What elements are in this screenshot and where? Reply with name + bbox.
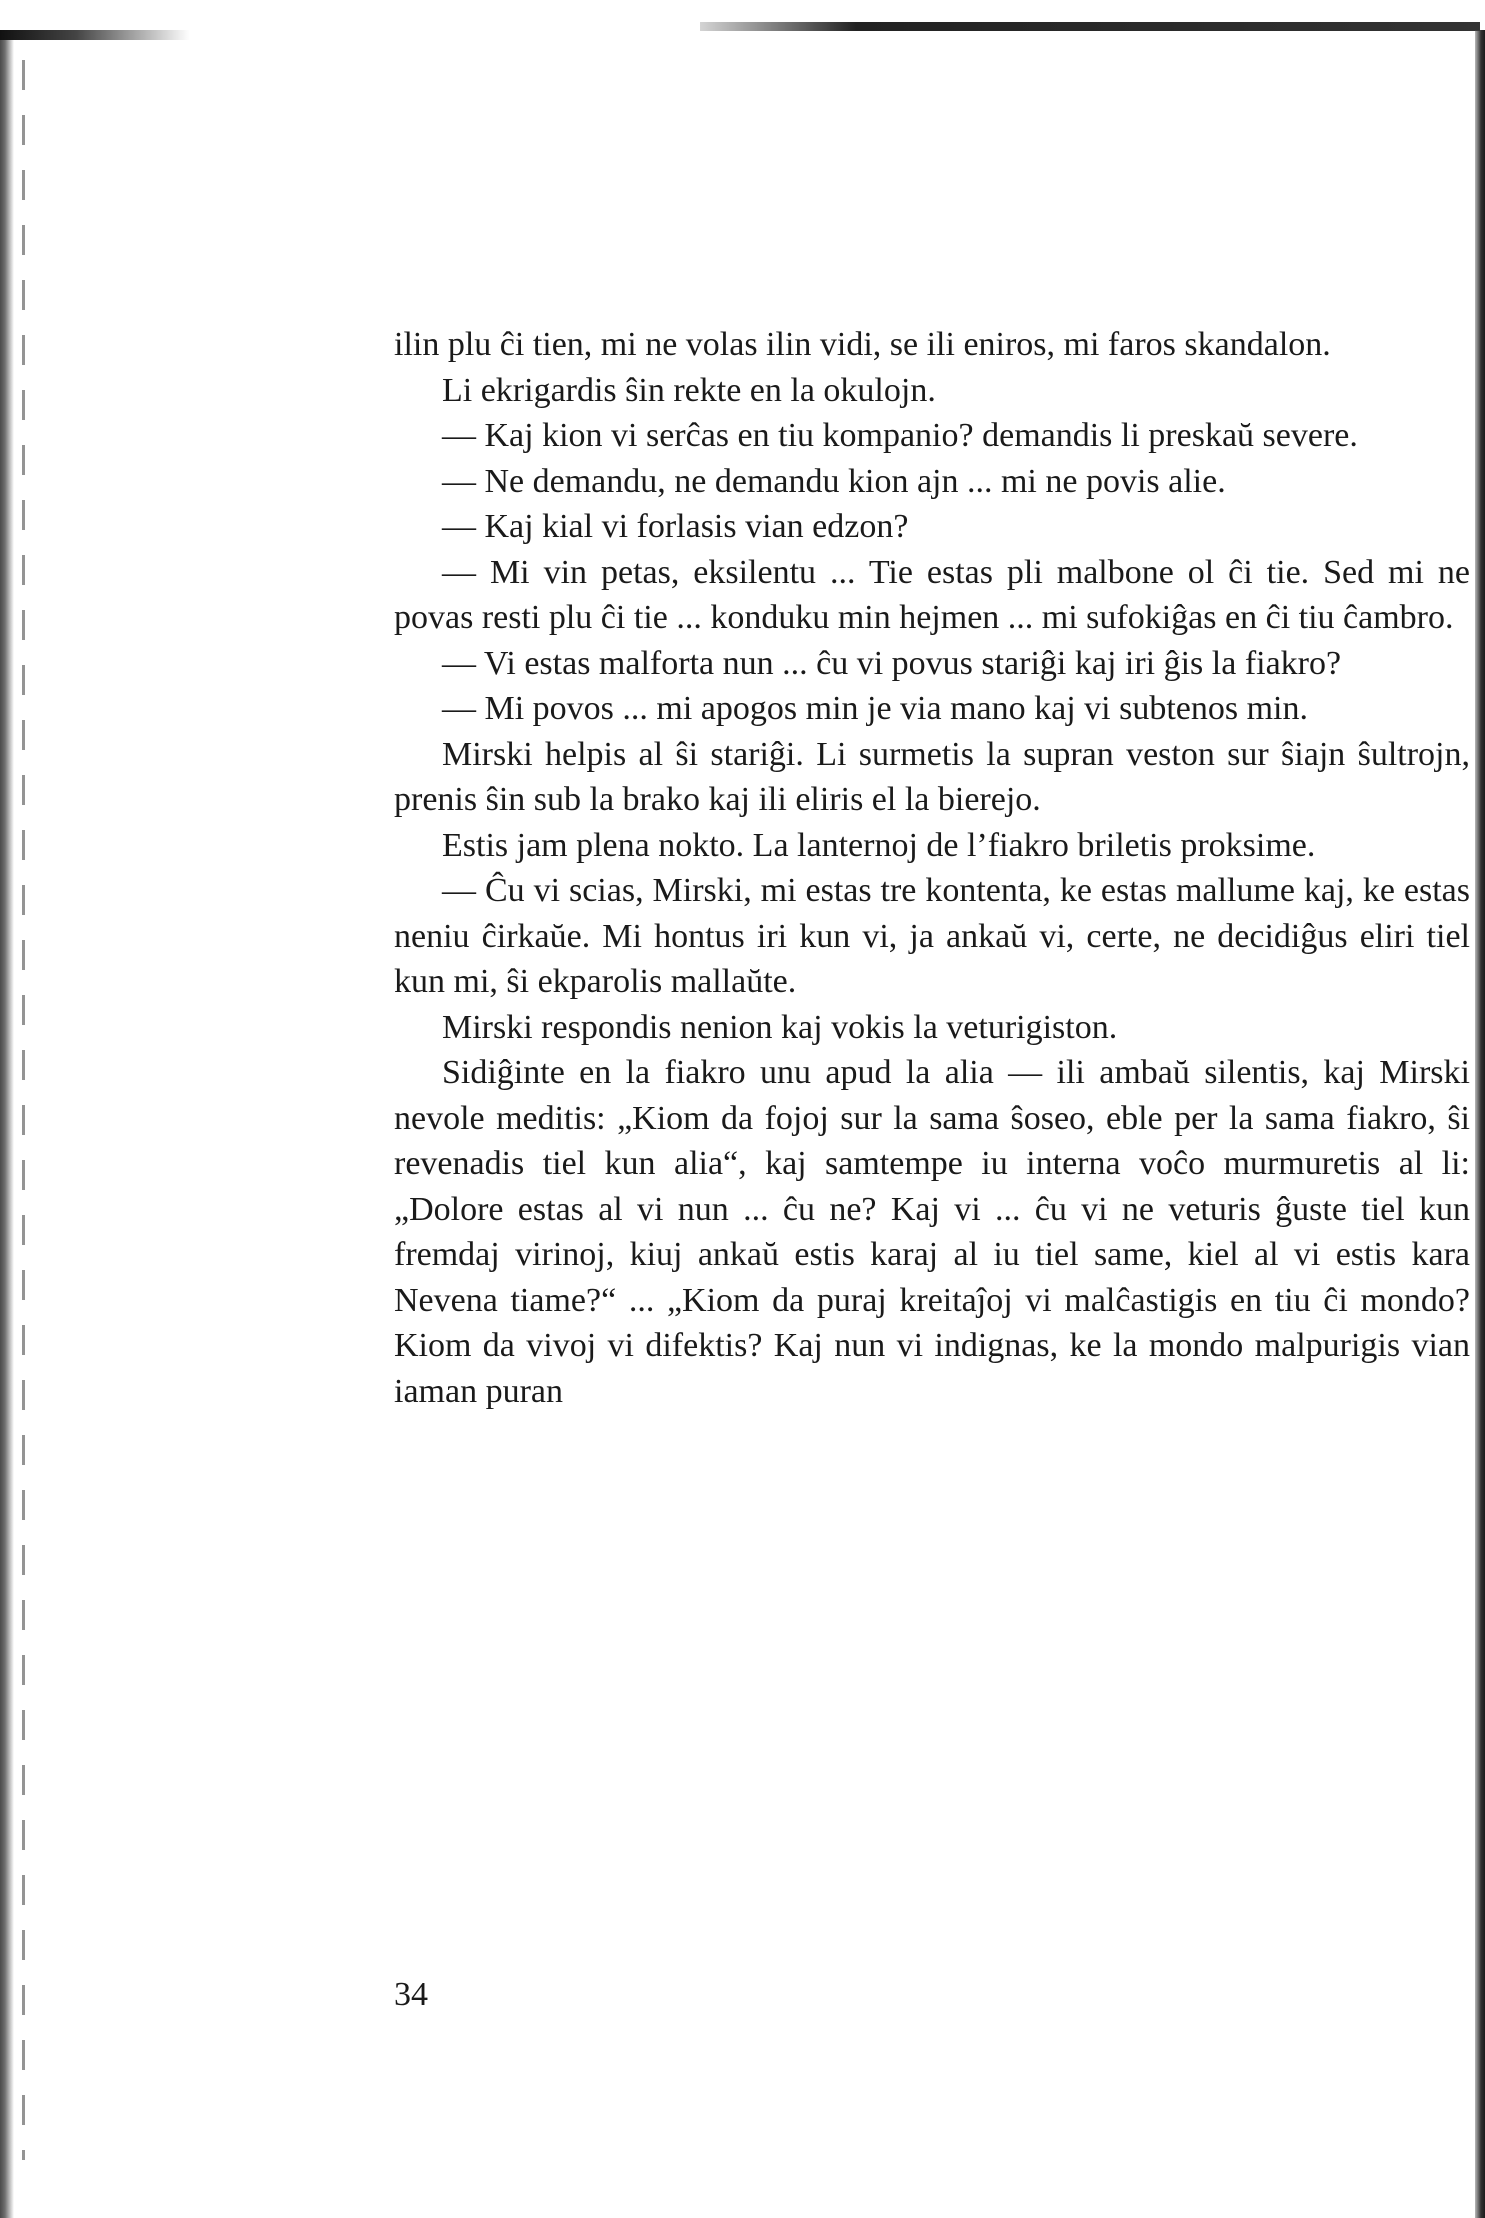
- paragraph: — Kaj kial vi forlasis vian edzon?: [442, 508, 909, 545]
- scan-edge-left: [0, 40, 14, 2218]
- paragraph: — Ĉu vi scias, Mirski, mi estas tre kontenta, ke estas mallume kaj, ke estas neniu ĉirkaŭe. Mi hontus iri kun vi, ja ankaŭ vi, certe, ne decidiĝus eliri tiel kun mi, ŝi ekparolis mallaŭte.: [394, 872, 1470, 1000]
- page-number: 34: [394, 1976, 428, 2013]
- paragraph: Estis jam plena nokto. La lanternoj de l’fiakro briletis proksime.: [442, 826, 1316, 864]
- scan-gutter-line: [22, 60, 25, 2160]
- paragraph: Mirski respondis nenion kaj vokis la veturigiston.: [442, 1008, 1118, 1046]
- scan-edge-right: [1475, 30, 1485, 2218]
- paragraph: Sidiĝinte en la fiakro unu apud la alia — ili ambaŭ silentis, kaj Mirski nevole meditis: „Kiom da fojoj sur la sama ŝoseo, eble per la sama fiakro, ŝi revenadis tiel kun alia“, kaj samtempe iu interna voĉo murmuretis al li: „Dolore estas al vi nun ... ĉu ne? Kaj vi ... ĉu vi ne veturis ĝuste tiel kun fremdaj virinoj, kiuj ankaŭ estis karaj al iu tiel same, kiel al vi estis kara Nevena tiame?“ ... „Kiom da puraj kreitaĵoj vi malĉastigis en tiu ĉi mondo? Kiom da vivoj vi difektis? Kaj nun vi indignas, ke la mondo malpurigis vian iaman puran: [394, 1054, 1470, 1410]
- paragraph: — Ne demandu, ne demandu kion ajn ... mi ne povis alie.: [442, 462, 1226, 500]
- paragraph: Li ekrigardis ŝin rekte en la okulojn.: [442, 371, 936, 409]
- scan-edge-top: [700, 22, 1480, 31]
- paragraph: — Vi estas malforta nun ... ĉu vi povus stariĝi kaj iri ĝis la fiakro?: [442, 644, 1342, 682]
- scan-edge-top-left: [0, 30, 190, 40]
- paragraph: — Mi povos ... mi apogos min je via mano kaj vi subtenos min.: [442, 690, 1309, 727]
- body-text: [394, 322, 1470, 1414]
- paragraph: — Mi vin petas, eksilentu ... Tie estas pli malbone ol ĉi tie. Sed mi ne povas resti plu ĉi tie ... konduku min hejmen ... mi sufokiĝas en ĉi tiu ĉambro.: [394, 553, 1470, 636]
- paragraph: Mirski helpis al ŝi stariĝi. Li surmetis la supran veston sur ŝiajn ŝultrojn, prenis ŝin sub la brako kaj ili eliris el la bierejo.: [394, 735, 1470, 818]
- paragraph: — Kaj kion vi serĉas en tiu kompanio? demandis li preskaŭ severe.: [442, 417, 1358, 454]
- paragraph: ilin plu ĉi tien, mi ne volas ilin vidi, se ili eniros, mi faros skandalon.: [394, 326, 1331, 363]
